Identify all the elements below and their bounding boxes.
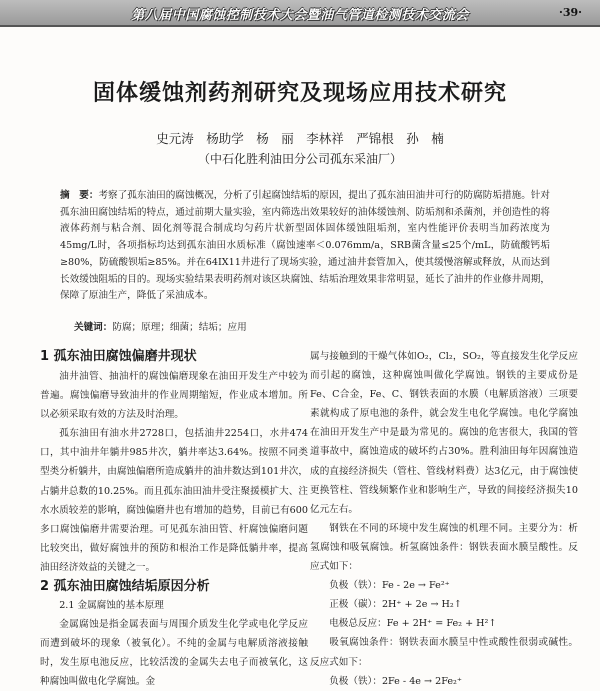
equation: 负极（铁）：2Fe - 4e → 2Fe₂⁺ [329,675,462,687]
journal-title: 第八届中国腐蚀控制技术大会暨油气管道检测技术交流会 [131,8,469,23]
affiliation: （中石化胜利油田分公司孤东采油厂） [197,152,402,166]
abstract-text: 考察了孤东油田的腐蚀概况，分析了引起腐蚀结垢的原因，提出了孤东油田油井可行的防腐防垢措施。针对孤东油田腐蚀结垢的特点，通过前期大量实验，室内筛选出效果较好的油体缓蚀剂、防垢剂和杀菌剂，并创造性的将液体药剂与粘合剂、固化剂等混合制成均匀药片状新型固体固体缓蚀阻垢剂，室内性能评价表明当加药浓度为45mg/L时，各项指标均达到孤东油田水质标准（腐蚀速率＜0.076mm/a，SRB菌含量≤25个/mL，防硫酸钙垢≥80%，防硫酸钡垢≥85%。并在64IX11井进行了现场实验，通过油井套管加入，使其缓慢溶解或释放，从而达到长效缓蚀阻垢的目的。现场实验结果表明药剂对该区块腐蚀、结垢治理效果非常明显，延长了油井的作业修井周期，保障了原油生产，降低了采油成本。 [60,190,551,302]
paragraph: 油井油管、抽油杆的腐蚀偏磨现象在油田开发生产中较为普遍。腐蚀偏磨导致油井的作业周期缩短，作业成本增加。所以必须采取有效的方法及时治理。 [40,371,308,421]
authors: 史元涛 杨助学 杨 丽 李林祥 严锦根 孙 楠 [156,131,444,146]
equation: 负极（铁）：Fe - 2e → Fe²⁺ [329,580,450,592]
keywords-text: 防腐；原理；细菌；结垢；应用 [112,322,247,333]
running-header [0,0,600,27]
section-1-heading: 1 孤东油田腐蚀偏磨井现状 [40,349,197,364]
keywords [74,319,544,333]
left-column [40,347,308,691]
paragraph: 属与接触到的干燥气体如O₂，Cl₂，SO₂，等直接发生化学反应而引起的腐蚀，这种腐蚀叫做化学腐蚀。钢铁的主要成份是Fe、C合金，Fe、C、钢铁表面的水膜（电解质溶液）三项要素就构成了原电池的条件，就会发生电化学腐蚀。电化学腐蚀在油田开发生产中是最为常见的。腐蚀的危害很大，我国的管道事故中，腐蚀造成的破坏约占30%。胜利油田每年因腐蚀造成的直接经济损失（管柱、管线材料费）达3亿元，由于腐蚀使更换管柱、管线频繁作业和影响生产，导致的间接经济损失10亿元左右。 [310,351,578,515]
paragraph: 钢铁在不同的环境中发生腐蚀的机理不同。主要分为：析氢腐蚀和吸氧腐蚀。析氢腐蚀条件：钢铁表面水膜呈酸性。反应式如下： [310,522,578,573]
abstract-label: 摘 要： [60,190,99,201]
paragraph: 金属腐蚀是指金属表面与周围介质发生化学或电化学反应而遭到破坏的现象（被氧化）。不纯的金属与电解质溶液接触时，发生原电池反应，比较活泼的金属失去电子而被氧化，这种腐蚀叫做电化学腐蚀。金 [40,619,308,688]
equation: 正极（碳）：2H⁺ + 2e → H₂↑ [329,599,462,611]
abstract [60,188,550,305]
paragraph: 吸氧腐蚀条件：钢铁表面水膜呈中性或酸性很弱或碱性。反应式如下： [310,637,578,668]
header-rule [0,25,600,27]
paragraph: 孤东油田有油水井2728口，包括油井2254口，水井474口，其中油井年躺井985井次，躺井率达3.64%。按照不同类型类分析躺井，由腐蚀偏磨所造成躺井的油井数达到101井次，占躺井总数的10.25%。而且孤东油田油井受注聚援模扩大、注水水质较差的影响，腐蚀偏磨井也有增加的趋势，目前已有600多口腐蚀偏磨井需要治理。可见孤东油田管、杆腐蚀偏磨问题比较突出，做好腐蚀井的预防和根治工作是降低躺井率，提高油田经济效益的关键之一。 [40,428,308,573]
equation: 电极总反应：Fe + 2H⁺ = Fe₂ + H²↑ [329,618,497,630]
keywords-label: 关键词： [74,322,113,333]
right-column [310,347,578,691]
paper-title: 固体缓蚀剂药剂研究及现场应用技术研究 [92,81,507,106]
section-2-heading: 2 孤东油田腐蚀结垢原因分析 [40,579,210,595]
subsection-2-1-heading: 2.1 金属腐蚀的基本原理 [59,600,164,612]
page-number: ·39· [559,6,582,19]
